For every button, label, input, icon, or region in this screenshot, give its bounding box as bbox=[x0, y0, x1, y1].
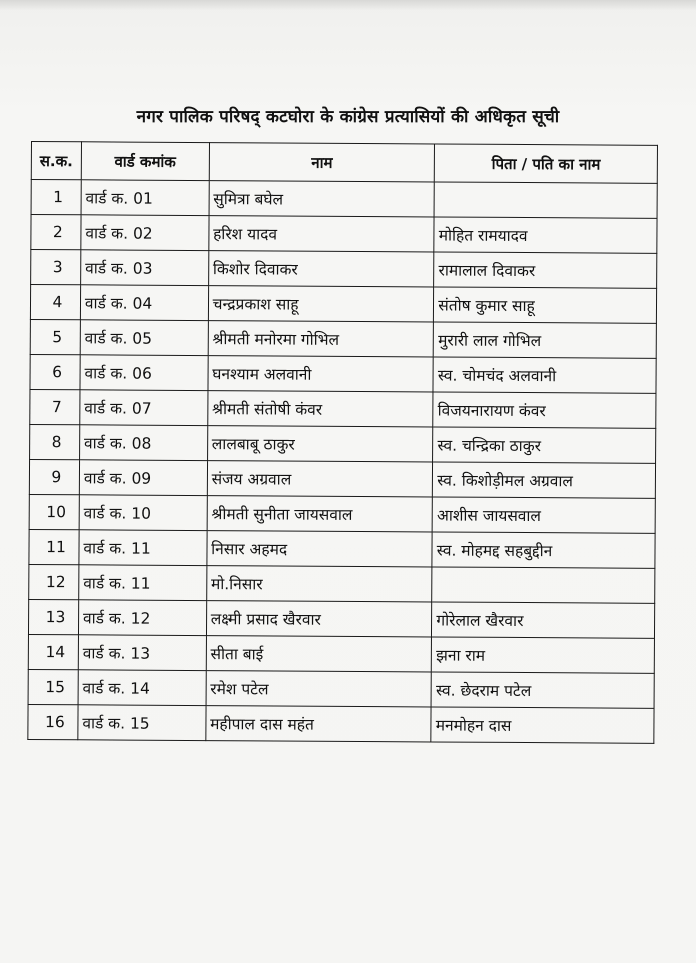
cell-sno: 4 bbox=[30, 285, 80, 320]
cell-name: रमेश पटेल bbox=[206, 671, 432, 707]
cell-father: आशीस जायसवाल bbox=[432, 497, 655, 533]
cell-sno: 2 bbox=[31, 215, 81, 250]
table-row bbox=[28, 634, 654, 673]
cell-father bbox=[432, 567, 655, 603]
cell-ward: वार्ड क. 14 bbox=[78, 670, 206, 706]
cell-name: किशोर दिवाकर bbox=[208, 251, 434, 287]
cell-ward: वार्ड क. 11 bbox=[79, 530, 207, 566]
table-row bbox=[30, 424, 656, 463]
cell-father bbox=[434, 182, 657, 218]
cell-sno: 6 bbox=[30, 354, 80, 389]
cell-name: मो.निसार bbox=[206, 566, 432, 602]
table-body bbox=[28, 180, 657, 744]
table-row bbox=[30, 354, 656, 393]
cell-ward: वार्ड क. 04 bbox=[80, 285, 208, 321]
cell-father: संतोष कुमार साहू bbox=[434, 287, 657, 323]
table-row bbox=[28, 704, 654, 743]
table-row bbox=[30, 285, 656, 324]
cell-ward: वार्ड क. 07 bbox=[80, 390, 208, 426]
cell-father: स्व. चोमचंद अलवानी bbox=[433, 357, 656, 393]
cell-name: चन्द्रप्रकाश साहू bbox=[208, 286, 434, 322]
cell-sno: 14 bbox=[28, 634, 78, 669]
cell-name: संजय अग्रवाल bbox=[207, 461, 433, 497]
cell-father: विजयनारायण कंवर bbox=[433, 392, 656, 428]
table-row bbox=[30, 389, 656, 428]
table-row bbox=[29, 494, 655, 533]
cell-father: स्व. मोहमद्द सहबुद्दीन bbox=[432, 532, 655, 568]
cell-name: श्रीमती मनोरमा गोभिल bbox=[208, 321, 434, 357]
cell-sno: 5 bbox=[30, 319, 80, 354]
cell-sno: 7 bbox=[30, 389, 80, 424]
table-header-row bbox=[31, 142, 657, 184]
cell-father: झना राम bbox=[432, 637, 655, 673]
cell-ward: वार्ड क. 12 bbox=[78, 600, 206, 636]
header-ward: वार्ड कमांक bbox=[81, 142, 209, 181]
candidate-table bbox=[27, 141, 658, 744]
cell-sno: 15 bbox=[28, 669, 78, 704]
table-row bbox=[28, 599, 654, 638]
header-father: पिता / पति का नाम bbox=[435, 144, 658, 183]
cell-father: स्व. चन्द्रिका ठाकुर bbox=[433, 427, 656, 463]
table-row bbox=[31, 250, 657, 289]
table-row bbox=[29, 564, 655, 603]
cell-sno: 1 bbox=[31, 180, 81, 215]
table-row bbox=[30, 319, 656, 358]
cell-sno: 11 bbox=[29, 529, 79, 564]
table-row bbox=[28, 669, 654, 708]
cell-ward: वार्ड क. 06 bbox=[80, 355, 208, 391]
cell-ward: वार्ड क. 02 bbox=[81, 215, 209, 251]
cell-father: स्व. छेदराम पटेल bbox=[431, 672, 654, 708]
cell-ward: वार्ड क. 15 bbox=[78, 705, 206, 741]
cell-sno: 10 bbox=[29, 494, 79, 529]
table-row bbox=[31, 215, 657, 254]
cell-father: स्व. किशोड़ीमल अग्रवाल bbox=[433, 462, 656, 498]
cell-sno: 9 bbox=[29, 459, 79, 494]
cell-name: श्रीमती सुनीता जायसवाल bbox=[207, 496, 433, 532]
cell-name: हरिश यादव bbox=[209, 216, 435, 252]
cell-ward: वार्ड क. 10 bbox=[79, 495, 207, 531]
cell-name: निसार अहमद bbox=[207, 531, 433, 567]
cell-name: सुमित्रा बघेल bbox=[209, 181, 435, 217]
cell-father: मोहित रामयादव bbox=[434, 217, 657, 253]
cell-father: गोरेलाल खैरवार bbox=[432, 602, 655, 638]
cell-ward: वार्ड क. 05 bbox=[80, 320, 208, 356]
cell-sno: 12 bbox=[29, 564, 79, 599]
cell-father: मनमोहन दास bbox=[431, 707, 654, 743]
cell-ward: वार्ड क. 01 bbox=[81, 180, 209, 216]
cell-ward: वार्ड क. 08 bbox=[79, 425, 207, 461]
cell-ward: वार्ड क. 09 bbox=[79, 460, 207, 496]
table-row bbox=[29, 529, 655, 568]
cell-sno: 3 bbox=[31, 250, 81, 285]
cell-name: लक्ष्मी प्रसाद खैरवार bbox=[206, 601, 432, 637]
cell-sno: 13 bbox=[28, 599, 78, 634]
cell-ward: वार्ड क. 03 bbox=[81, 250, 209, 286]
cell-name: सीता बाई bbox=[206, 636, 432, 672]
header-name: नाम bbox=[209, 143, 435, 182]
table-row bbox=[29, 459, 655, 498]
document-title: नगर पालिक परिषद् कटघोरा के कांग्रेस प्रत्यासियों की अधिकृत सूची bbox=[136, 107, 560, 127]
table-row bbox=[31, 180, 657, 219]
cell-name: महीपाल दास महंत bbox=[206, 706, 432, 742]
cell-father: मुरारी लाल गोभिल bbox=[434, 322, 657, 358]
page-top-edge bbox=[0, 0, 696, 10]
cell-ward: वार्ड क. 13 bbox=[78, 635, 206, 671]
cell-name: घनश्याम अलवानी bbox=[208, 356, 434, 392]
cell-father: रामालाल दिवाकर bbox=[434, 252, 657, 288]
cell-sno: 16 bbox=[28, 704, 78, 739]
cell-ward: वार्ड क. 11 bbox=[79, 565, 207, 601]
header-sno: स.क. bbox=[31, 142, 81, 180]
cell-sno: 8 bbox=[30, 424, 80, 459]
cell-name: लालबाबू ठाकुर bbox=[207, 426, 433, 462]
cell-name: श्रीमती संतोषी कंवर bbox=[207, 391, 433, 427]
